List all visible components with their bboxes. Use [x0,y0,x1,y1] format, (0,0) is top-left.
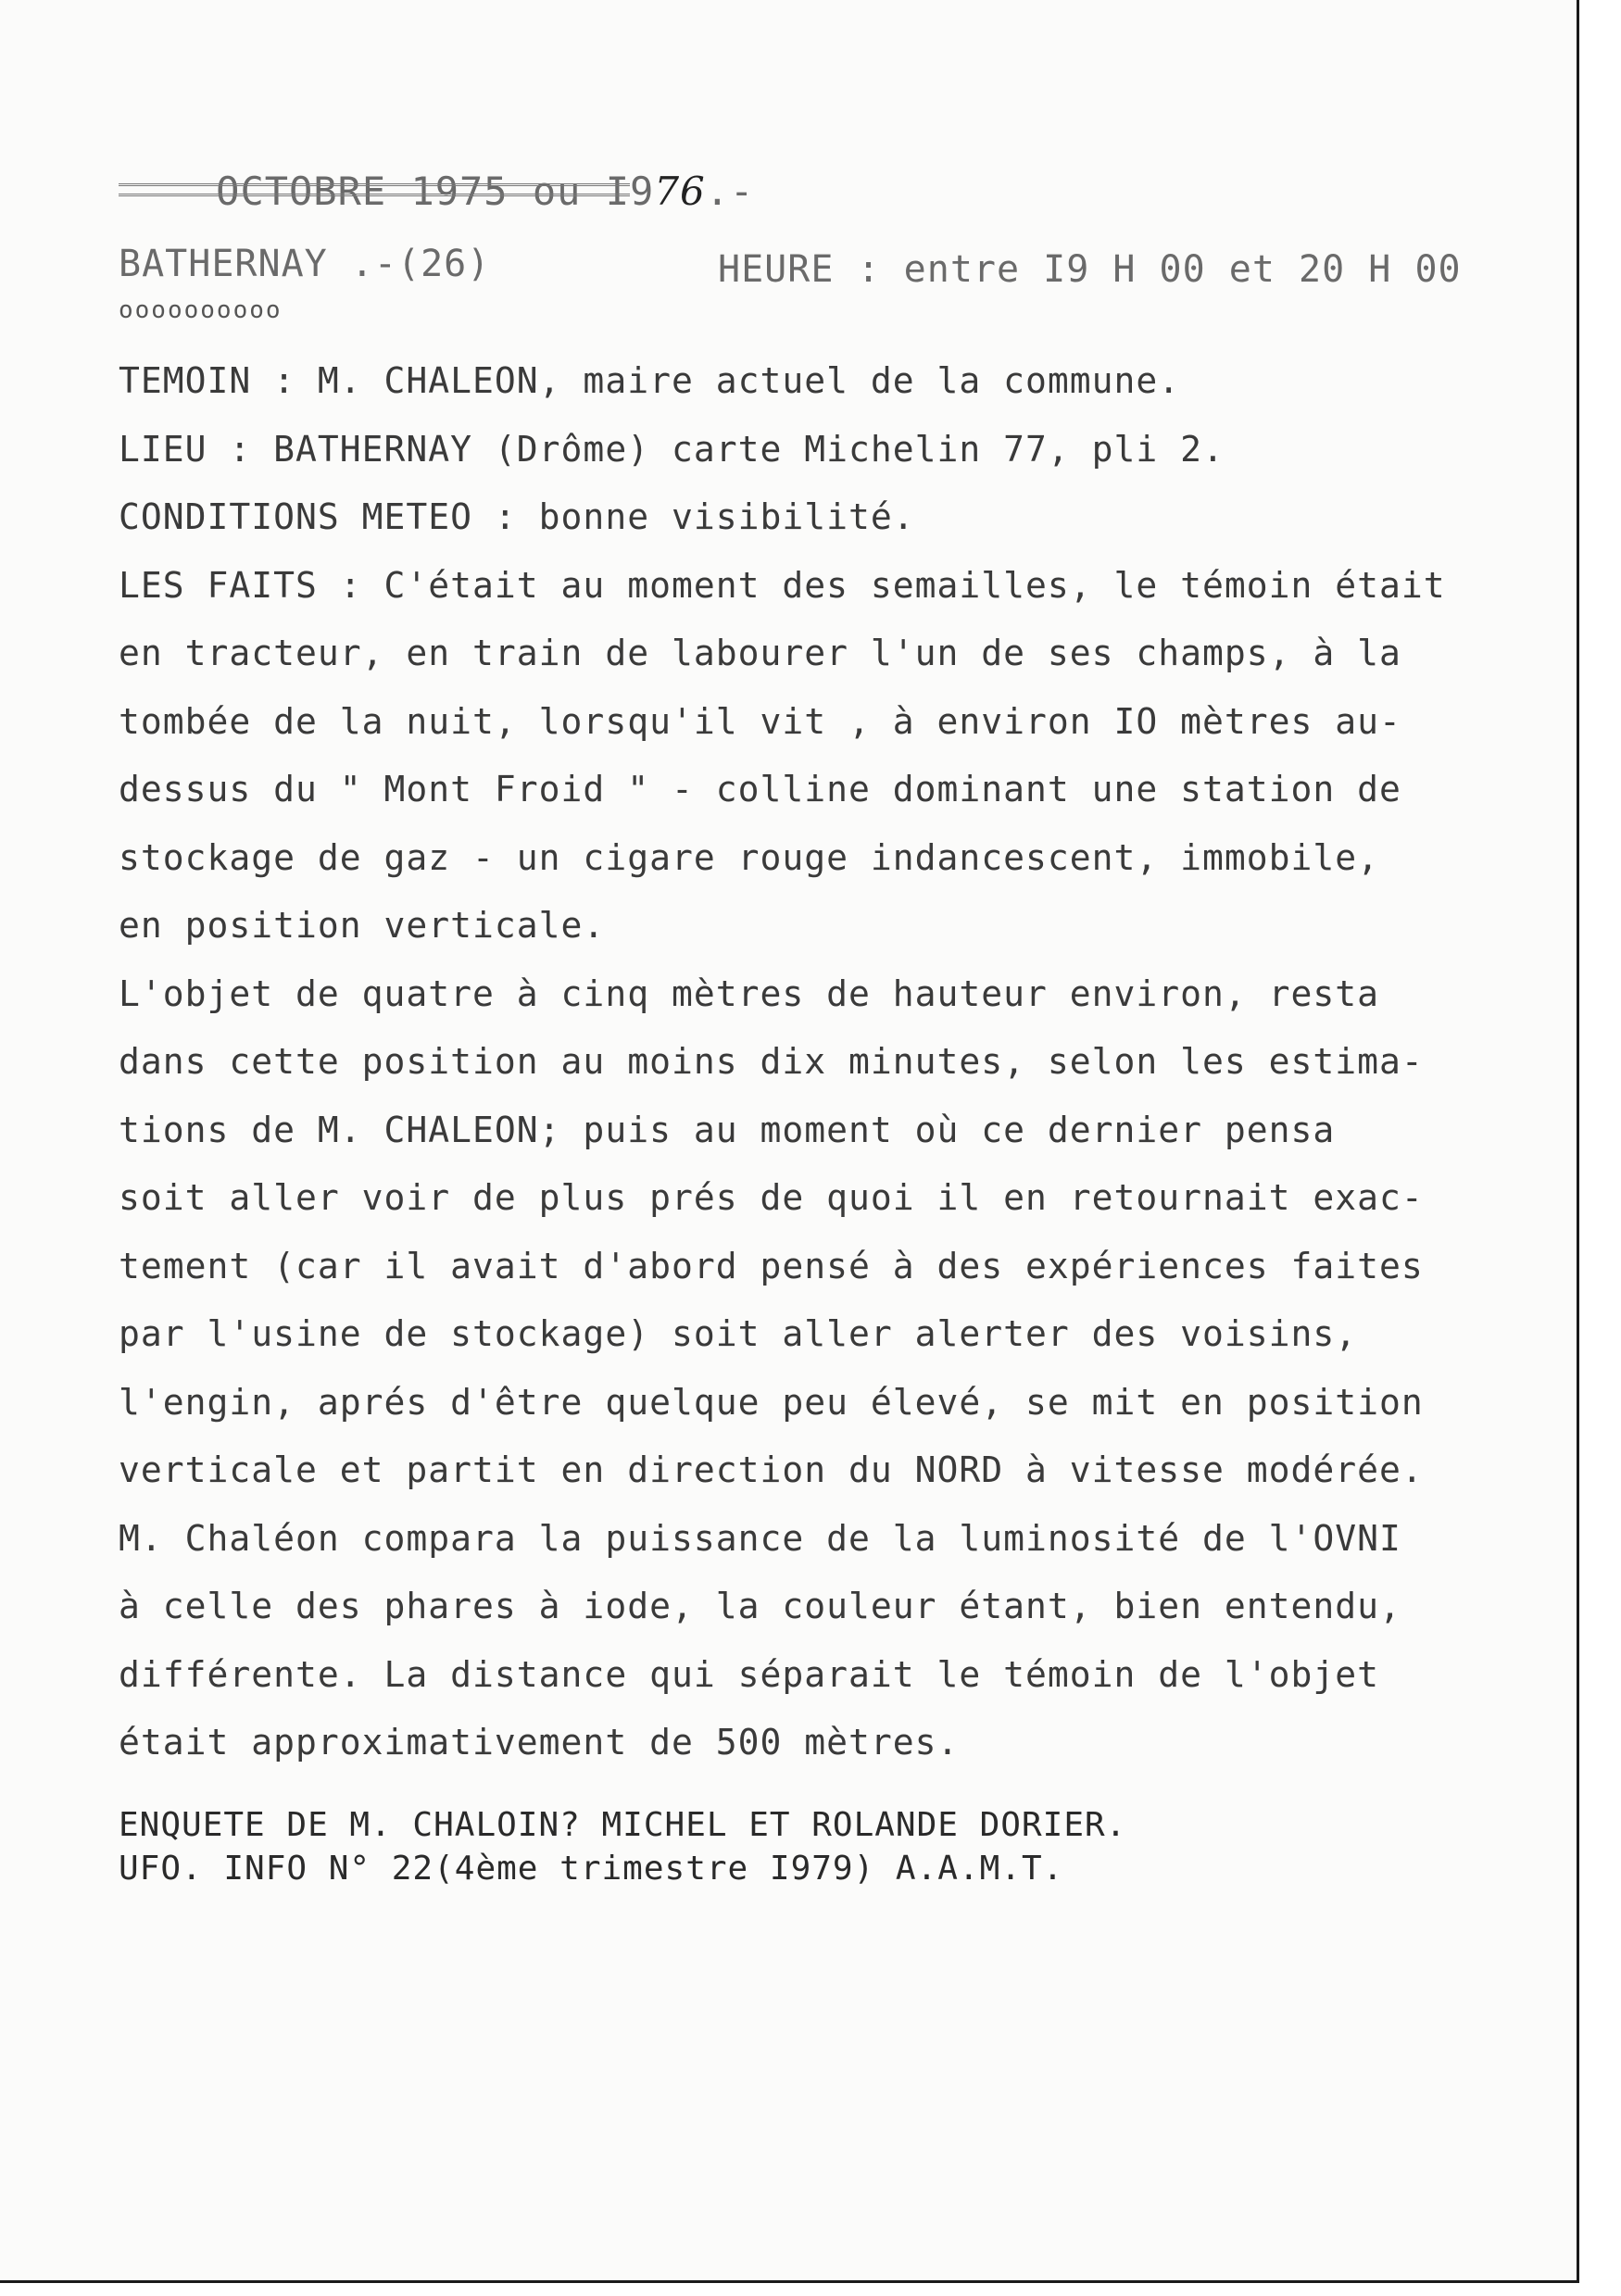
report-line: en position verticale. [119,905,606,946]
date-prefix: OCTOBRE 1975 ou I9 [216,169,655,214]
place-line: BATHERNAY .-(26) [119,243,491,285]
report-line: TEMOIN : M. CHALEON, maire actuel de la commune. [119,360,1181,401]
report-line: l'engin, aprés d'être quelque peu élevé, se mit en position [119,1382,1424,1423]
handwritten-year-correction: 76 [654,169,706,214]
footer-source-line: UFO. INFO N° 22(4ème trimestre I979) A.A.M.T. [119,1850,1064,1888]
report-line: verticale et partit en direction du NORD à vitesse modérée. [119,1449,1424,1490]
circle-separator: oooooooooo [119,296,283,324]
report-line: M. Chaléon compara la puissance de la luminosité de l'OVNI [119,1518,1401,1559]
time-line: HEURE : entre I9 H 00 et 20 H 00 [718,248,1462,291]
report-line: tement (car il avait d'abord pensé à des expériences faites [119,1246,1424,1286]
report-line: L'objet de quatre à cinq mètres de hauteur environ, resta [119,973,1380,1014]
date-suffix: .- [705,169,755,214]
report-line: LIEU : BATHERNAY (Drôme) carte Michelin 77, pli 2. [119,429,1225,470]
report-line: par l'usine de stockage) soit aller alerter des voisins, [119,1313,1358,1354]
report-line: dessus du " Mont Froid " - colline dominant une station de [119,769,1401,809]
report-line: soit aller voir de plus prés de quoi il en retournait exac- [119,1177,1424,1218]
report-line: tions de M. CHALEON; puis au moment où ce dernier pensa [119,1110,1336,1150]
report-line: CONDITIONS METEO : bonne visibilité. [119,496,915,537]
footer-investigation-line: ENQUETE DE M. CHALOIN? MICHEL ET ROLANDE DORIER. [119,1806,1127,1844]
report-line: était approximativement de 500 mètres. [119,1722,960,1763]
report-line: à celle des phares à iode, la couleur étant, bien entendu, [119,1586,1401,1626]
report-line: tombée de la nuit, lorsqu'il vit , à environ IO mètres au- [119,701,1401,742]
report-line: LES FAITS : C'était au moment des semailles, le témoin était [119,565,1446,606]
report-line: en tracteur, en train de labourer l'un de ses champs, à la [119,633,1401,673]
report-line: dans cette position au moins dix minutes, selon les estima- [119,1041,1424,1082]
report-line: stockage de gaz - un cigare rouge indancescent, immobile, [119,837,1380,878]
date-underline-rule [119,183,630,196]
report-line: différente. La distance qui séparait le témoin de l'objet [119,1654,1380,1695]
